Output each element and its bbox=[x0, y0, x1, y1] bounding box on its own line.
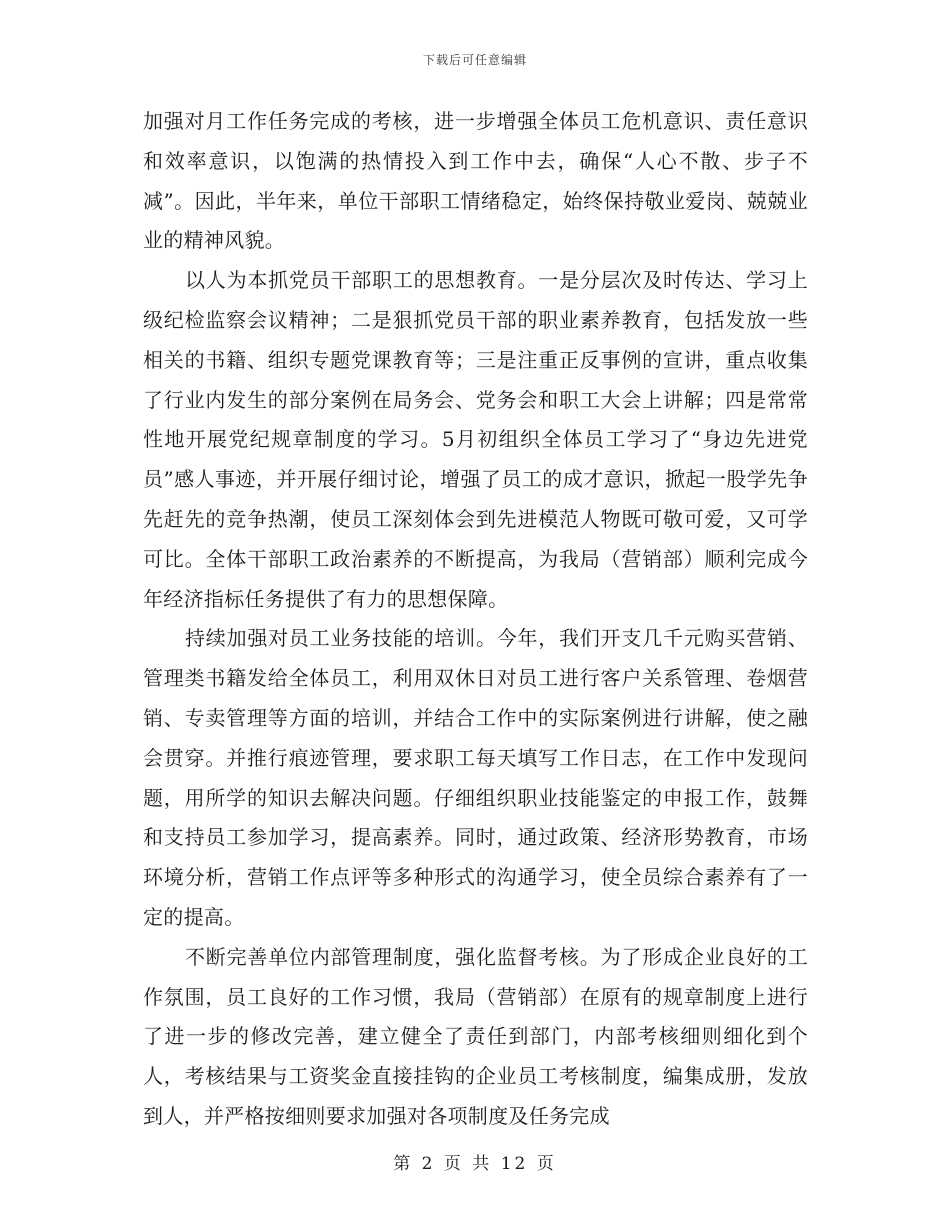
paragraph-2: 以人为本抓党员干部职工的思想教育。一是分层次及时传达、学习上级纪检监察会议精神；二是狠抓党员干部的职业素养教育，包括发放一些相关的书籍、组织专题党课教育等；三是注重正反事例的宣讲，重点收集了行业内发生的部分案例在局务会、党务会和职工大会上讲解；四是常常性地开展党纪规章制度的学习。5月初组织全体员工学习了“身边先进党员”感人事迹，并开展仔细讨论，增强了员工的成才意识，掀起一股学先争先赶先的竞争热潮，使员工深刻体会到先进模范人物既可敬可爱，又可学可比。全体干部职工政治素养的不断提高，为我局（营销部）顺利完成今年经济指标任务提供了有力的思想保障。 bbox=[143, 268, 808, 611]
page-header: 下载后可任意编辑 bbox=[422, 53, 527, 67]
paragraph-3: 持续加强对员工业务技能的培训。今年，我们开支几千元购买营销、管理类书籍发给全体员工，利用双休日对员工进行客户关系管理、卷烟营销、专卖管理等方面的培训，并结合工作中的实际案例进行讲解，使之融会贯穿。并推行痕迹管理，要求职工每天填写工作日志，在工作中发现问题，用所学的知识去解决问题。仔细组织职业技能鉴定的申报工作，鼓舞和支持员工参加学习，提高素养。同时，通过政策、经济形势教育，市场环境分析，营销工作点评等多种形式的沟通学习，使全员综合素养有了一定的提高。 bbox=[143, 626, 808, 929]
document-body bbox=[143, 102, 808, 1137]
page-footer: 第 2 页 共 12 页 bbox=[393, 1154, 557, 1174]
paragraph-1: 加强对月工作任务完成的考核，进一步增强全体员工危机意识、责任意识和效率意识，以饱满的热情投入到工作中去，确保“人心不散、步子不减”。因此，半年来，单位干部职工情绪稳定，始终保持敬业爱岗、兢兢业业的精神风貌。 bbox=[143, 109, 808, 253]
paragraph-4: 不断完善单位内部管理制度，强化监督考核。为了形成企业良好的工作氛围，员工良好的工作习惯，我局（营销部）在原有的规章制度上进行了进一步的修改完善，建立健全了责任到部门，内部考核细则细化到个人，考核结果与工资奖金直接挂钩的企业员工考核制度，编集成册，发放到人，并严格按细则要求加强对各项制度及任务完成 bbox=[143, 944, 808, 1128]
